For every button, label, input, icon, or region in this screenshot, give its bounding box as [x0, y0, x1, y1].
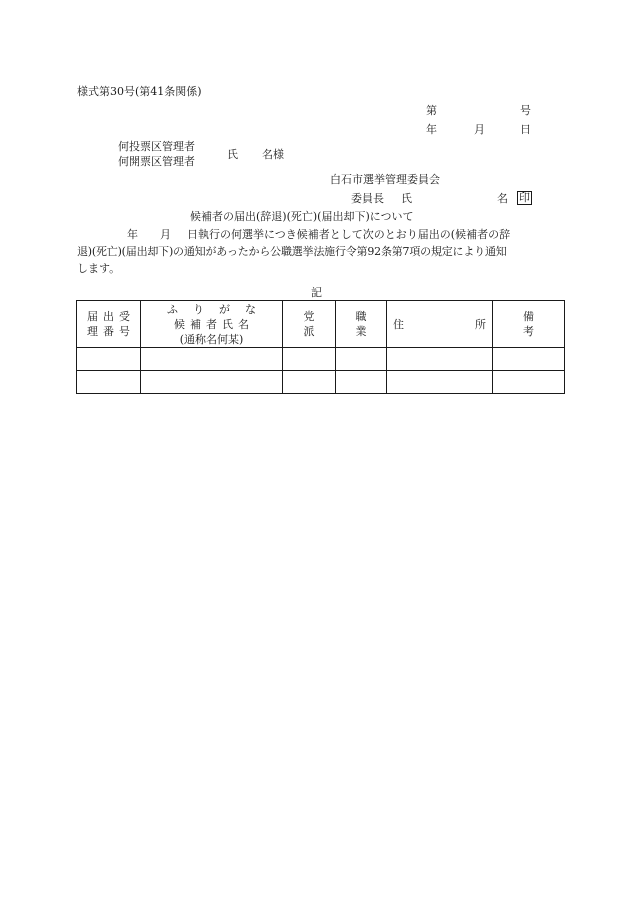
- header-address-2: 所: [475, 317, 486, 331]
- header-receipt-number: [77, 301, 141, 348]
- body-month: 月: [160, 228, 171, 241]
- table-header-row: [77, 301, 565, 348]
- cell-candidate-name: [141, 371, 283, 394]
- header-occupation-text: 職業: [355, 310, 385, 338]
- cell-remarks: [493, 348, 565, 371]
- addressee-name-suffix: 名様: [262, 148, 284, 161]
- candidate-table: [76, 300, 565, 394]
- ki-heading: 記: [311, 286, 322, 299]
- table-row: [77, 371, 565, 394]
- cell-address: [387, 371, 493, 394]
- body-year: 年: [127, 228, 138, 241]
- sender-name-suffix: 名: [497, 192, 508, 205]
- cell-address: [387, 348, 493, 371]
- addressee-name-label: 氏: [227, 148, 238, 161]
- sender-name-label: 氏: [401, 192, 412, 205]
- header-alias: (通称名何某): [179, 332, 244, 346]
- cell-receipt-number: [77, 348, 141, 371]
- addressee-line2: 何開票区管理者: [118, 155, 195, 168]
- cell-remarks: [493, 371, 565, 394]
- body-paragraph: [77, 226, 557, 277]
- sender-organization: 白石市選挙管理委員会: [330, 173, 440, 186]
- addressee-line1: 何投票区管理者: [118, 140, 195, 153]
- header-remarks: [493, 301, 565, 348]
- header-receipt-line2: 理番号: [87, 325, 135, 338]
- header-candidate-name-text: 候補者氏名: [174, 317, 254, 331]
- subject-title: 候補者の届出(辞退)(死亡)(届出却下)について: [190, 210, 414, 223]
- table-row: [77, 348, 565, 371]
- header-party-text: 党派: [303, 310, 335, 338]
- body-line-1-text: 日執行の何選挙につき候補者として次のとおり届出の(候補者の辞: [187, 228, 511, 241]
- header-remarks-text: 備考: [523, 310, 564, 338]
- date-month: 月: [474, 123, 485, 136]
- header-receipt-line1: 届出受: [87, 310, 135, 323]
- header-furigana: ふりがな: [167, 302, 271, 316]
- body-line-2: 退)(死亡)(届出却下)の通知があったから公職選挙法施行令第92条第7項の規定により通知: [77, 245, 507, 258]
- body-line-1: [77, 226, 557, 243]
- cell-occupation: [336, 371, 387, 394]
- date-day: 日: [520, 123, 531, 136]
- cell-party: [283, 348, 336, 371]
- body-line-3: します。: [77, 262, 121, 275]
- reference-go: 号: [520, 104, 531, 117]
- date-year: 年: [426, 123, 437, 136]
- cell-occupation: [336, 348, 387, 371]
- cell-receipt-number: [77, 371, 141, 394]
- header-occupation: [336, 301, 387, 348]
- seal-mark: [517, 191, 532, 205]
- sender-title: 委員長: [351, 192, 384, 205]
- reference-dai: 第: [426, 104, 437, 117]
- header-address: [387, 301, 493, 348]
- cell-candidate-name: [141, 348, 283, 371]
- header-candidate-name: [141, 301, 283, 348]
- header-address-1: 住: [393, 317, 404, 331]
- seal-mark-text: 印: [519, 191, 530, 204]
- form-number: 様式第30号(第41条関係): [77, 85, 202, 98]
- header-party: [283, 301, 336, 348]
- cell-party: [283, 371, 336, 394]
